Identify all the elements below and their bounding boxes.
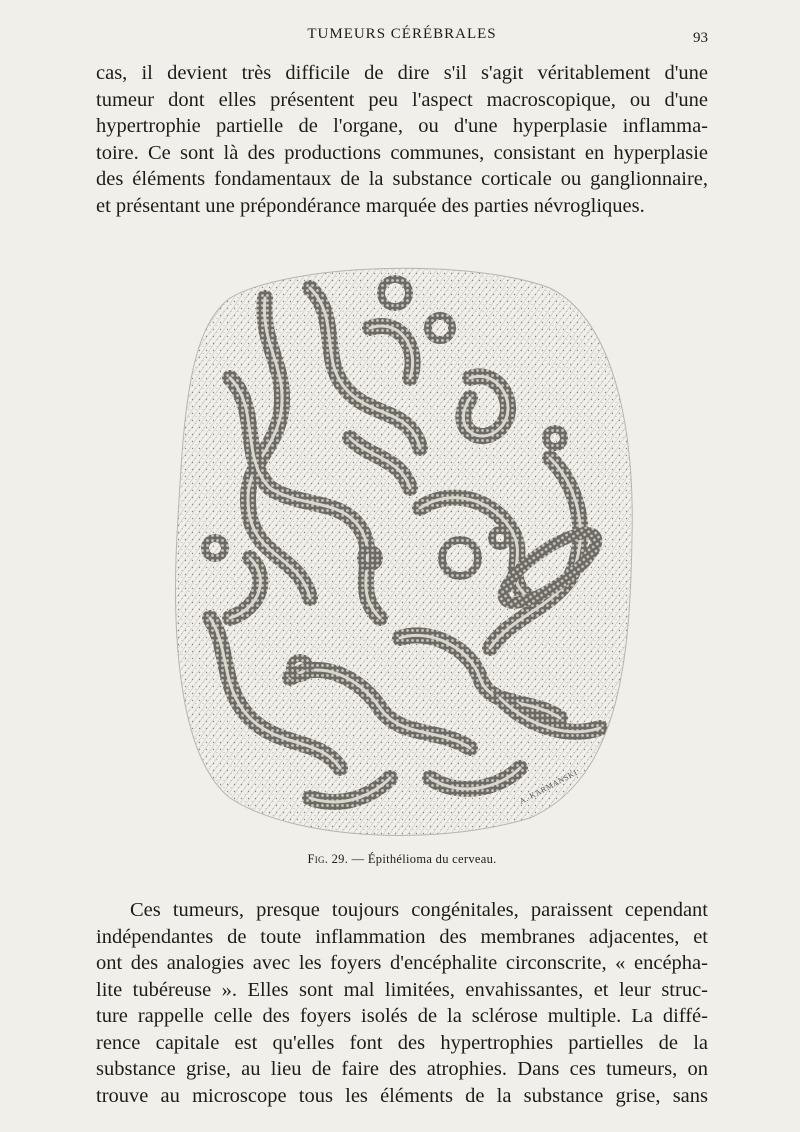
text-line: ont des analogies avec les foyers d'encéphalite circonscrite, « encépha- (96, 952, 708, 974)
running-title: TUMEURS CÉRÉBRALES (307, 26, 497, 42)
text-line: rence capitale est qu'elles font des hypertrophies partielles de la (96, 1031, 708, 1054)
text-line: toire. Ce sont là des productions communes, consistant en hyperplasie (96, 141, 708, 164)
paragraph-2 (96, 897, 708, 1109)
text-line: trouve au microscope tous les éléments de la substance grise, sans (96, 1084, 708, 1107)
page-header (96, 24, 708, 46)
text-line: indépendantes de toute inflammation des membranes adjacentes, et (96, 925, 708, 948)
text-line: tumeur dont elles présentent peu l'aspect macroscopique, ou d'une (96, 88, 708, 111)
text-line: lite tubéreuse ». Elles sont mal limitées, envahissantes, et leur struc- (96, 978, 708, 1001)
text-line: hypertrophie partielle de l'organe, ou d'une hyperplasie inflamma- (96, 115, 708, 137)
text-line: ture rappelle celle des foyers isolés de la sclérose multiple. La diffé- (96, 1005, 708, 1027)
figure-caption-text: — Épithélioma du cerveau. (351, 852, 497, 866)
text-line: substance grise, au lieu de faire des atrophies. Dans ces tumeurs, on (96, 1058, 708, 1080)
page-number: 93 (693, 30, 708, 46)
text-line: Ces tumeurs, presque toujours congénitales, paraissent cependant (130, 899, 708, 921)
illustrator-signature: A. KARMANSKI (518, 767, 579, 806)
text-line: des éléments fondamentaux de la substance corticale ou ganglionnaire, (96, 168, 708, 190)
text-line: et présentant une prépondérance marquée des parties névrogliques. (96, 194, 645, 217)
figure-epithelioma (170, 258, 640, 843)
paragraph-1 (96, 60, 708, 219)
histology-illustration-icon (170, 258, 640, 843)
text-line: cas, il devient très difficile de dire s'il s'agit véritablement d'une (96, 62, 708, 84)
figure-caption (96, 852, 708, 867)
figure-label: Fig. 29. (307, 852, 349, 866)
